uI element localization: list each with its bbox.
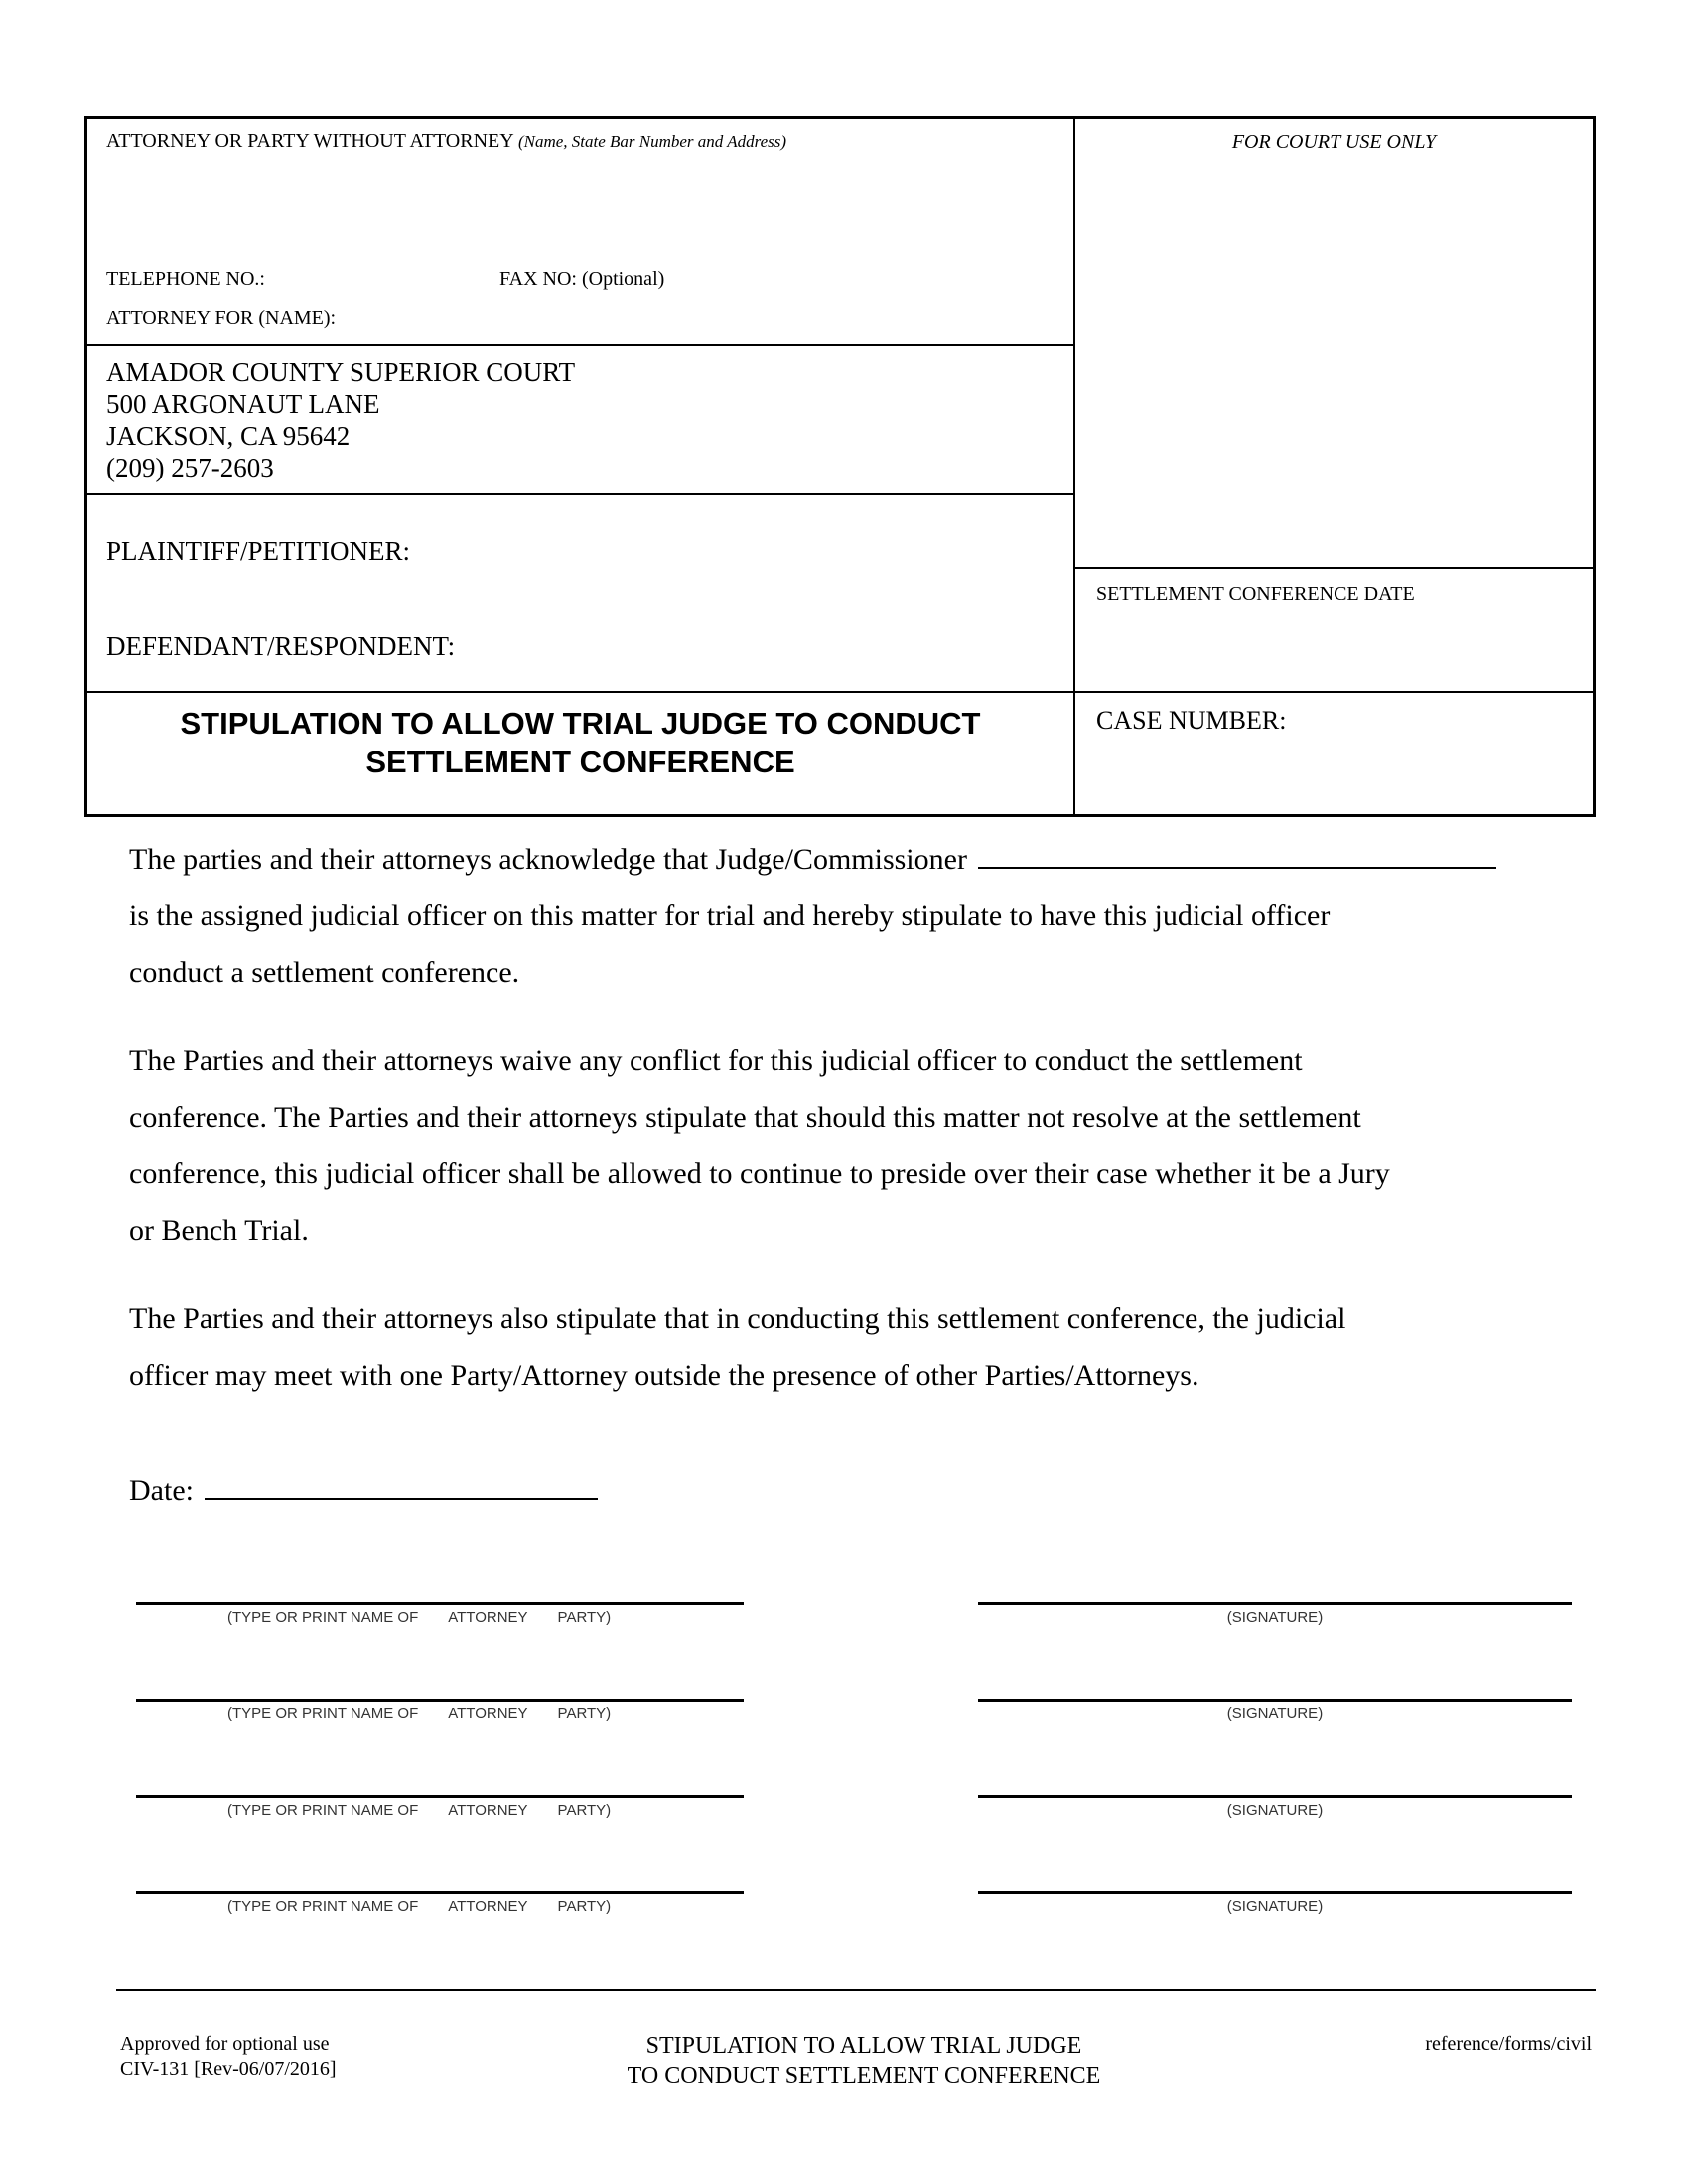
attorney-label: ATTORNEY OR PARTY WITHOUT ATTORNEY (Name, State Bar Number and Address) [106, 130, 787, 152]
paragraph-1-line-1: The parties and their attorneys acknowledge that Judge/Commissioner [129, 831, 1599, 887]
name-caption-2: (TYPE OR PRINT NAME OF ATTORNEY PARTY) [227, 1706, 612, 1722]
paragraph-3-line-1: The Parties and their attorneys also stipulate that in conducting this settlement conference, the judicial [129, 1302, 1346, 1335]
date-label: Date: [129, 1474, 194, 1507]
footer-divider [116, 1989, 1596, 1991]
paragraph-2-line-1: The Parties and their attorneys waive any conflict for this judicial officer to conduct the settlement [129, 1044, 1303, 1077]
attorney-hint: (Name, State Bar Number and Address) [517, 132, 787, 151]
signature-caption-2: (SIGNATURE) [1226, 1706, 1324, 1722]
paragraph-3-line-2: officer may meet with one Party/Attorney outside the presence of other Parties/Attorneys. [129, 1359, 1199, 1392]
footer-reference: reference/forms/civil [1425, 2033, 1592, 2055]
attorney-for-label: ATTORNEY FOR (NAME): [106, 307, 337, 329]
paragraph-1 [129, 831, 1599, 1001]
date-field[interactable] [205, 1498, 598, 1500]
judge-name-field[interactable] [978, 867, 1496, 869]
fax-label: FAX NO: (Optional) [499, 268, 665, 290]
signature-caption-4: (SIGNATURE) [1226, 1898, 1324, 1915]
footer-left [120, 2032, 337, 2082]
defendant-label: DEFENDANT/RESPONDENT: [106, 631, 456, 661]
name-line-2[interactable] [136, 1699, 744, 1702]
signature-line-2[interactable] [978, 1699, 1572, 1702]
signature-caption-1: (SIGNATURE) [1226, 1609, 1324, 1626]
paragraph-2-line-4: or Bench Trial. [129, 1214, 309, 1247]
signature-line-3[interactable] [978, 1795, 1572, 1798]
footer-title-line2: TO CONDUCT SETTLEMENT CONFERENCE [627, 2063, 1101, 2089]
name-line-3[interactable] [136, 1795, 744, 1798]
form-title [87, 704, 1073, 781]
telephone-label: TELEPHONE NO.: [106, 268, 265, 290]
case-number-label: CASE NUMBER: [1096, 706, 1287, 735]
paragraph-2-line-3: conference, this judicial officer shall be allowed to continue to preside over their case whether it be a Jury [129, 1158, 1390, 1190]
name-line-4[interactable] [136, 1891, 744, 1894]
court-name: AMADOR COUNTY SUPERIOR COURT [106, 357, 576, 387]
signature-line-4[interactable] [978, 1891, 1572, 1894]
date-row [129, 1462, 598, 1519]
footer-title-line1: STIPULATION TO ALLOW TRIAL JUDGE [645, 2033, 1082, 2059]
paragraph-1-line-2: is the assigned judicial officer on this matter for trial and hereby stipulate to have this judicial officer [129, 899, 1331, 932]
signature-caption-3: (SIGNATURE) [1226, 1802, 1324, 1819]
paragraph-2-line-2: conference. The Parties and their attorneys stipulate that should this matter not resolve at the settlement [129, 1101, 1361, 1134]
conference-date-label: SETTLEMENT CONFERENCE DATE [1096, 583, 1415, 605]
name-caption-4: (TYPE OR PRINT NAME OF ATTORNEY PARTY) [227, 1898, 612, 1915]
form-title-line1: STIPULATION TO ALLOW TRIAL JUDGE TO CONDUCT [180, 706, 981, 741]
court-city: JACKSON, CA 95642 [106, 421, 351, 451]
court-street: 500 ARGONAUT LANE [106, 389, 380, 419]
court-use-label: FOR COURT USE ONLY [1231, 131, 1437, 153]
paragraph-1-line-3: conduct a settlement conference. [129, 956, 520, 989]
name-caption-3: (TYPE OR PRINT NAME OF ATTORNEY PARTY) [227, 1802, 612, 1819]
paragraph-3 [129, 1291, 1599, 1404]
name-caption-1: (TYPE OR PRINT NAME OF ATTORNEY PARTY) [227, 1609, 612, 1626]
footer-title [496, 2031, 1231, 2091]
court-address [106, 356, 575, 483]
plaintiff-label: PLAINTIFF/PETITIONER: [106, 536, 410, 566]
footer-form-number: CIV-131 [Rev-06/07/2016] [120, 2058, 337, 2080]
signature-line-1[interactable] [978, 1602, 1572, 1605]
form-title-line2: SETTLEMENT CONFERENCE [365, 745, 795, 779]
footer-approved: Approved for optional use [120, 2033, 330, 2055]
paragraph-2 [129, 1032, 1599, 1259]
court-phone: (209) 257-2603 [106, 453, 274, 482]
name-line-1[interactable] [136, 1602, 744, 1605]
